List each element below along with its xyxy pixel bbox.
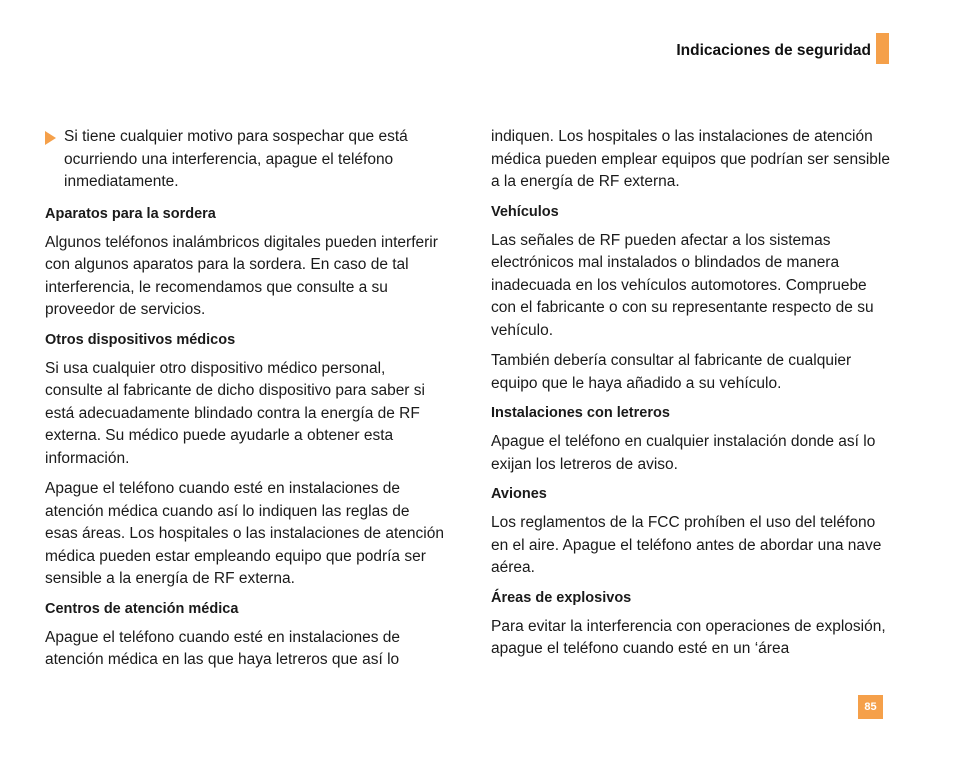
heading-blasting-areas: Áreas de explosivos [491, 589, 632, 606]
heading-health-centers: Centros de atención médica [45, 600, 239, 617]
paragraph-other-devices-1: Si usa cualquier otro dispositivo médico personal, consulte al fabricante de dicho dispositivo para saber si está adecuadamente blindado contra la energía de RF externa. Su médico puede ayudarle a obtener esta información. [45, 359, 425, 467]
heading-posted-facilities: Instalaciones con letreros [491, 405, 670, 421]
page-number-badge: 85 [858, 695, 883, 719]
heading-aircraft: Aviones [491, 486, 547, 502]
heading-other-devices: Otros dispositivos médicos [45, 331, 236, 348]
heading-hearing-aids: Aparatos para la sordera [45, 205, 216, 222]
paragraph-hearing-aids: Algunos teléfonos inalámbricos digitales pueden interferir con algunos aparatos para la sordera. En caso de tal interferencia, le recomendamos que consulte a su proveedor de servicios. [45, 233, 438, 318]
paragraph-aircraft: Los reglamentos de la FCC prohíben el uso del teléfono en el aire. Apague el teléfono antes de abordar una nave aérea. [491, 514, 882, 576]
paragraph-vehicles-2: También debería consultar al fabricante de cualquier equipo que le haya añadido a su vehículo. [491, 352, 852, 392]
heading-vehicles: Vehículos [491, 203, 559, 220]
arrow-bullet-icon [45, 131, 56, 145]
header-accent-bar [876, 33, 889, 64]
left-column [45, 126, 445, 680]
bullet-text: Si tiene cualquier motivo para sospechar que está ocurriendo una interferencia, apague el teléfono inmediatamente. [64, 128, 408, 190]
right-column [491, 126, 891, 669]
paragraph-blasting-areas: Para evitar la interferencia con operaciones de explosión, apague el teléfono cuando esté en un ‘área [491, 617, 886, 657]
paragraph-health-centers: Apague el teléfono cuando esté en instalaciones de atención médica en las que haya letreros que así lo [45, 628, 401, 668]
paragraph-other-devices-2: Apague el teléfono cuando esté en instalaciones de atención médica cuando así lo indiquen las reglas de esas áreas. Los hospitales o las instalaciones de atención médica pueden estar empleando equipo que podría ser sensible a la energía de RF externa. [45, 480, 444, 587]
page-header-title: Indicaciones de seguridad [676, 42, 871, 59]
paragraph-continuation: indiquen. Los hospitales o las instalaciones de atención médica pueden emplear equipos que podrían ser sensible a la energía de RF externa. [491, 128, 890, 190]
paragraph-vehicles-1: Las señales de RF pueden afectar a los sistemas electrónicos mal instalados o blindados de manera inadecuada en los vehículos automotores. Compruebe con el fabricante o con su representante respecto de su vehículo. [491, 231, 874, 339]
bullet-item [45, 126, 445, 194]
paragraph-posted-facilities: Apague el teléfono en cualquier instalación donde así lo exijan los letreros de aviso. [491, 433, 876, 473]
